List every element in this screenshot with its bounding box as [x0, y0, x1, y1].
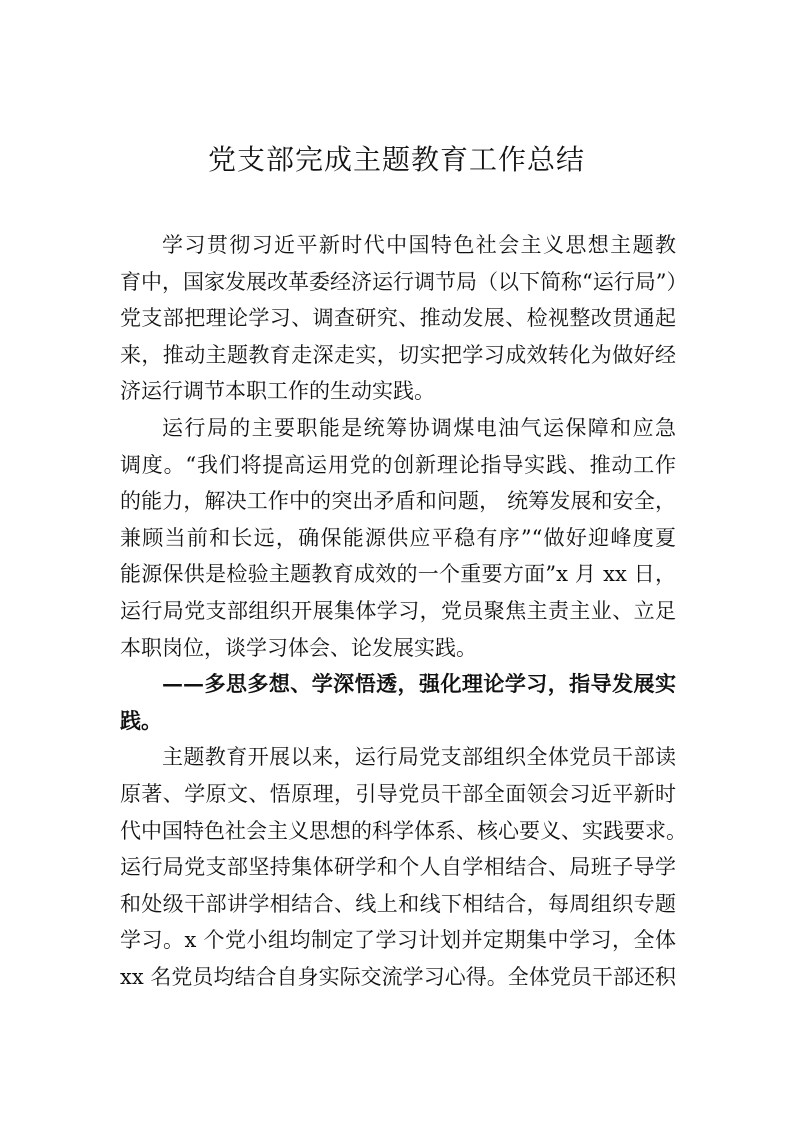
text-line: 的能力，解决工作中的突出矛盾和问题， 统筹发展和安全， [120, 489, 676, 514]
text-line: 学习贯彻习近平新时代中国特色社会主义思想主题教 [162, 233, 676, 257]
text-line: 来，推动主题教育走深走实，切实把学习成效转化为做好经 [120, 342, 676, 367]
text-line: 代中国特色社会主义思想的科学体系、核心要义、实践要求。 [120, 818, 687, 843]
text-line: 育中，国家发展改革委经济运行调节局（以下简称“运行局”） [120, 269, 688, 294]
document-title: 党支部完成主题教育工作总结 [207, 143, 585, 176]
text-line: 运行局党支部坚持集体研学和个人自学相结合、局班子导学 [120, 855, 676, 880]
text-line: 济运行调节本职工作的生动实践。 [120, 379, 435, 404]
text-line: 能源保供是检验主题教育成效的一个重要方面”x 月 xx 日， [120, 562, 676, 587]
text-line: 运行局的主要职能是统筹协调煤电油气运保障和应急 [162, 415, 676, 440]
text-line: 兼顾当前和长远，确保能源供应平稳有序”“做好迎峰度夏 [120, 525, 676, 550]
text-line: 调度。“我们将提高运用党的创新理论指导实践、推动工作 [120, 452, 676, 477]
text-line: 践。 [120, 707, 162, 733]
paragraph [120, 410, 676, 666]
paragraph [120, 739, 687, 995]
text-line: 原著、学原文、悟原理，引导党员干部全面领会习近平新时 [120, 781, 676, 806]
text-line: 和处级干部讲学相结合、线上和线下相结合，每周组织专题 [120, 891, 676, 916]
text-line: xx 名党员均结合自身实际交流学习心得。全体党员干部还积 [120, 964, 676, 989]
text-line: 本职岗位，谈学习体会、论发展实践。 [120, 635, 477, 660]
section-heading [120, 666, 676, 739]
text-line: 主题教育开展以来，运行局党支部组织全体党员干部读 [162, 745, 676, 770]
text-line: 学习。x 个党小组均制定了学习计划并定期集中学习，全体 [120, 928, 676, 953]
text-line: ——多思多想、学深悟透，强化理论学习，指导发展实 [162, 671, 676, 697]
text-line: 党支部把理论学习、调查研究、推动发展、检视整改贯通起 [120, 306, 676, 331]
text-line: 运行局党支部组织开展集体学习，党员聚焦主责主业、立足 [120, 598, 676, 623]
document-body [120, 227, 688, 995]
paragraph [120, 227, 688, 410]
